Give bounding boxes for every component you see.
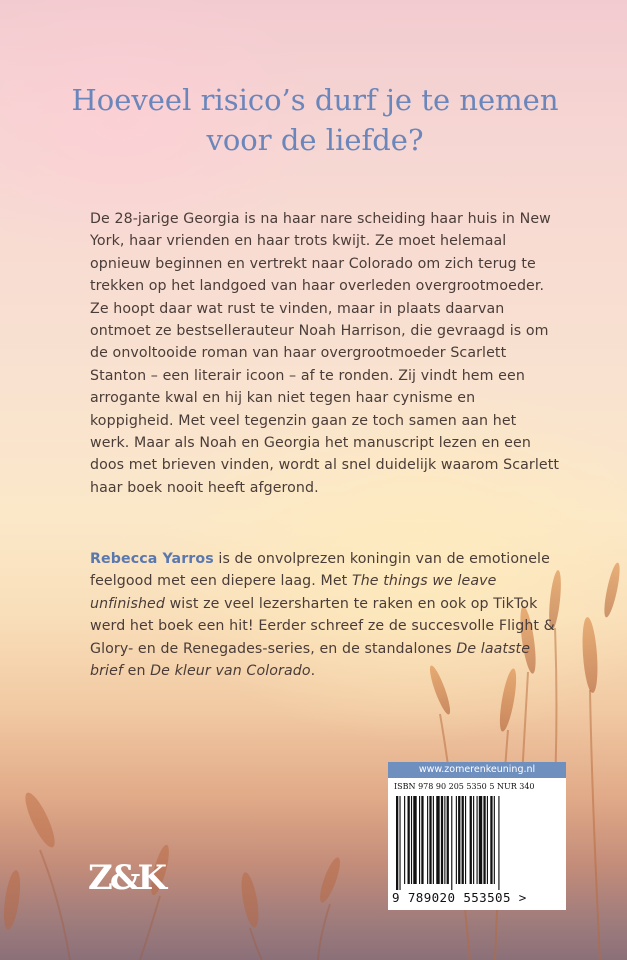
- barcode-icon: [394, 796, 560, 890]
- author-bio-text-3: en: [123, 663, 151, 680]
- author-name: Rebecca Yarros: [90, 551, 214, 567]
- isbn-line: ISBN 978 90 205 5350 5 NUR 340: [394, 782, 535, 791]
- headline: Hoeveel risico’s durf je te nemen voor de liefde?: [71, 83, 559, 157]
- barcode-digits: 9 789020 553505 >: [392, 890, 527, 905]
- book-title-things-we-leave-unfinished: The things we leave unfinished: [90, 573, 497, 612]
- author-bio: [90, 548, 560, 682]
- book-title-de-kleur-van-colorado: De kleur van Colorado: [150, 663, 311, 680]
- author-bio-text-1: is de onvolprezen koningin van de emotionele feelgood met een diepere laag. Met: [90, 551, 550, 590]
- author-bio-text-2: wist ze veel lezersharten te raken en ook op TikTok werd het boek een hit! Eerder schreef ze de succesvolle Flight & Glory- en de Renegades-series, en de standalones: [90, 595, 555, 657]
- synopsis-text: De 28-jarige Georgia is na haar nare scheiding haar huis in New York, haar vrienden en haar trots kwijt. Ze moet helemaal opnieuw beginnen en vertrekt naar Colorado om zich terug te trekken op het landgoed van haar overleden overgrootmoeder. Ze hoopt daar wat rust te vinden, maar in plaats daarvan ontmoet ze bestsellerauteur Noah Harrison, die gevraagd is om de onvoltooide roman van haar overgrootmoeder Scarlett Stanton – een literair icoon – af te ronden. Zij vindt hem een arrogante kwal en hij kan niet tegen haar cynisme en koppigheid. Met veel tegenzin gaan ze toch samen aan het werk. Maar als Noah en Georgia het manuscript lezen en een doos met brieven vinden, wordt al snel duidelijk waarom Scarlett haar boek nooit heeft afgerond.: [90, 211, 560, 496]
- publisher-website: www.zomerenkeuning.nl: [388, 762, 566, 778]
- barcode-box: [388, 762, 566, 910]
- author-bio-text-4: .: [310, 663, 316, 680]
- publisher-logo: Z&K: [88, 858, 165, 898]
- book-title-de-laatste-brief: De laatste brief: [90, 640, 531, 680]
